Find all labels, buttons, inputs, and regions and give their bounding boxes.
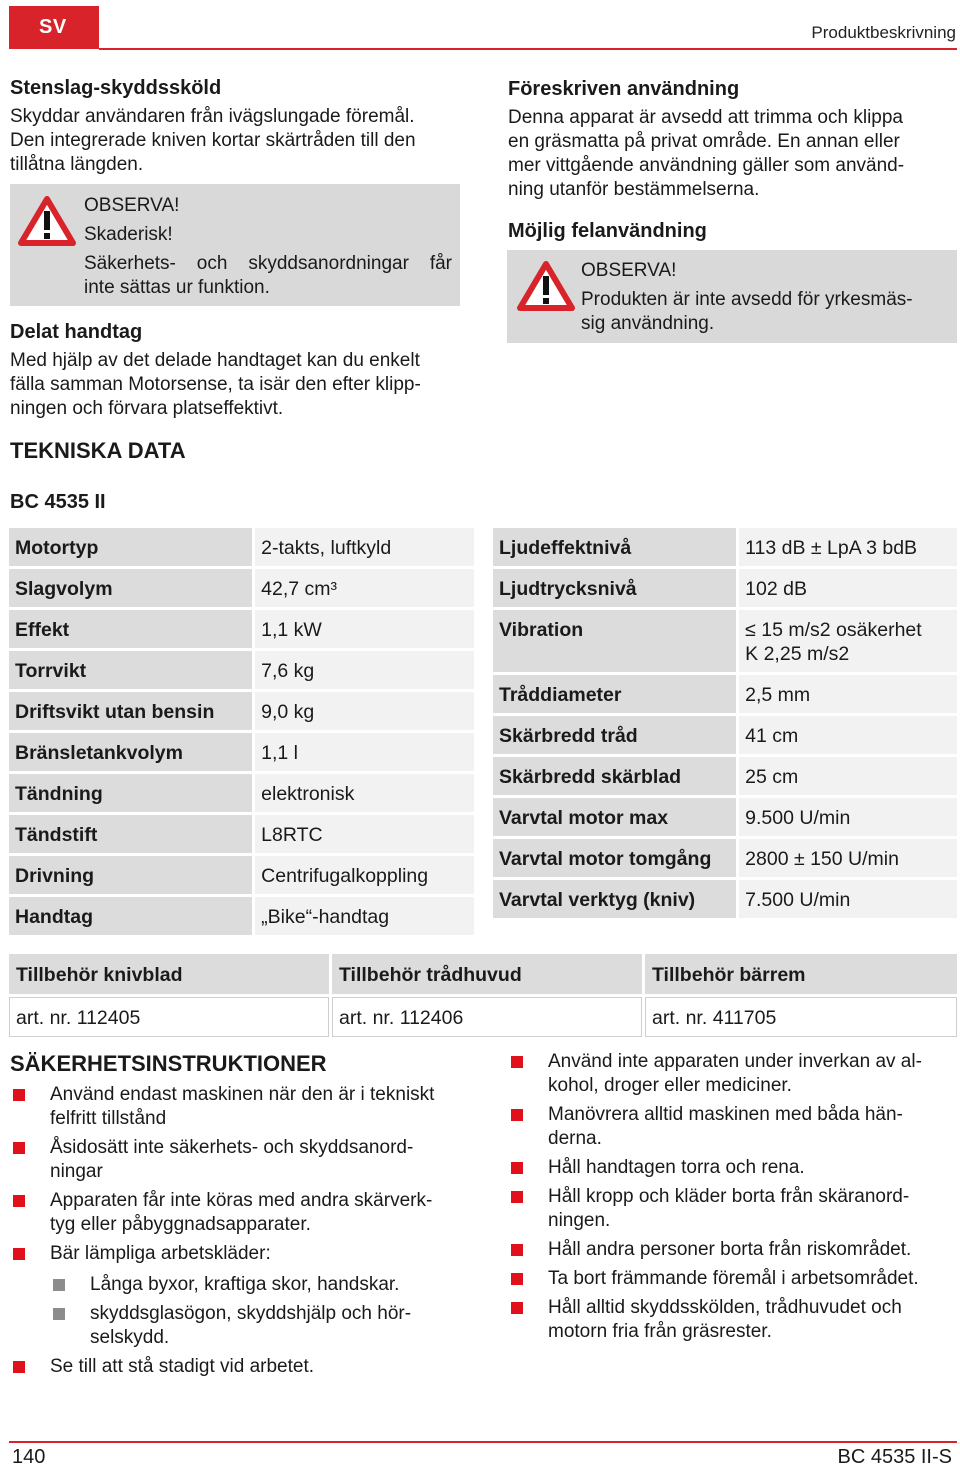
list-item: [10, 1189, 462, 1237]
intended-use-line: ning utanför bestämmelserna.: [508, 179, 760, 200]
table-row: [493, 757, 957, 795]
notice-subtitle: Skaderisk!: [84, 224, 173, 245]
table-row: [493, 610, 957, 672]
stone-guard-text: [10, 105, 462, 177]
list-item-line: derna.: [548, 1128, 602, 1149]
table-row: [493, 880, 957, 918]
spec-label: Ljudtrycksnivå: [493, 569, 736, 607]
spec-label: Varvtal motor max: [493, 798, 736, 836]
bullet-square-icon: [511, 1302, 523, 1314]
bullet-square-icon: [511, 1273, 523, 1285]
model-heading: BC 4535 II: [10, 491, 106, 513]
spec-value: 1,1 l: [255, 733, 474, 771]
split-handle-heading: Delat handtag: [10, 321, 143, 343]
safety-list-right: [508, 1050, 958, 1349]
intended-use-line: Denna apparat är avsedd att trimma och klippa: [508, 107, 903, 128]
list-item: [508, 1267, 958, 1291]
accessory-article: art. nr. 112405: [9, 997, 329, 1037]
spec-label: Effekt: [9, 610, 252, 648]
warning-triangle-icon: [18, 196, 76, 246]
notice-line: inte sättas ur funktion.: [84, 277, 270, 298]
table-row: [9, 569, 474, 607]
notice-line: Produkten är inte avsedd för yrkesmäs-: [581, 289, 913, 310]
table-row: [493, 716, 957, 754]
bullet-square-icon: [13, 1195, 25, 1207]
spec-value: 25 cm: [739, 757, 957, 795]
spec-value: [739, 610, 957, 672]
spec-value: 9,0 kg: [255, 692, 474, 730]
intended-use-line: mer vittgående användning gäller som använd-: [508, 155, 905, 176]
spec-value-line: K 2,25 m/s2: [745, 643, 850, 665]
warning-triangle-icon: [517, 261, 575, 311]
spec-value-line: ≤ 15 m/s2 osäkerhet: [745, 619, 922, 641]
notice-title: OBSERVA!: [84, 195, 180, 216]
section-title: Produktbeskrivning: [811, 23, 956, 42]
list-item-line: skyddsglasögon, skyddshjälp och hör-: [90, 1303, 412, 1324]
list-item-line: ningen.: [548, 1210, 611, 1231]
page-number: 140: [12, 1446, 46, 1468]
notice-box-injury: [10, 184, 460, 306]
spec-value: L8RTC: [255, 815, 474, 853]
spec-value: 7.500 U/min: [739, 880, 957, 918]
table-row: [9, 651, 474, 689]
list-item-line: Åsidosätt inte säkerhets- och skyddsanord-: [50, 1137, 414, 1158]
intended-use-line: en gräsmatta på privat område. En annan eller: [508, 131, 900, 152]
bullet-square-icon: [511, 1244, 523, 1256]
spec-label: Skärbredd tråd: [493, 716, 736, 754]
list-item: [10, 1355, 462, 1379]
spec-label: Ljudeffektnivå: [493, 528, 736, 566]
spec-value: 2800 ± 150 U/min: [739, 839, 957, 877]
list-item-line: Ta bort främmande föremål i arbetsområdet.: [548, 1268, 919, 1289]
bullet-square-icon: [53, 1308, 65, 1320]
bullet-square-icon: [13, 1361, 25, 1373]
bullet-square-icon: [13, 1248, 25, 1260]
spec-table-right: [490, 525, 960, 921]
split-handle-line: Med hjälp av det delade handtaget kan du enkelt: [10, 350, 420, 371]
list-item-line: Håll alltid skyddsskölden, trådhuvudet och: [548, 1297, 902, 1318]
spec-table-left: [6, 525, 477, 938]
intended-use-text: [508, 106, 958, 202]
spec-label: Tändstift: [9, 815, 252, 853]
header-rule: [99, 48, 957, 50]
spec-value: Centrifugalkoppling: [255, 856, 474, 894]
list-item-line: Håll handtagen torra och rena.: [548, 1157, 805, 1178]
stone-guard-heading: Stenslag-skyddssköld: [10, 77, 222, 99]
table-header-row: [9, 954, 957, 994]
accessory-article: art. nr. 411705: [645, 997, 957, 1037]
spec-label: Torrvikt: [9, 651, 252, 689]
table-row: [493, 675, 957, 713]
stone-guard-line: Den integrerade kniven kortar skärtråden till den: [10, 130, 416, 151]
list-item-line: ningar: [50, 1161, 103, 1182]
spec-label: Motortyp: [9, 528, 252, 566]
spec-value: 7,6 kg: [255, 651, 474, 689]
spec-label: Drivning: [9, 856, 252, 894]
safety-heading: SÄKERHETSINSTRUKTIONER: [10, 1051, 327, 1076]
table-row: [9, 774, 474, 812]
table-row: [493, 569, 957, 607]
spec-value: 1,1 kW: [255, 610, 474, 648]
list-item-line: Apparaten får inte köras med andra skärverk-: [50, 1190, 433, 1211]
accessory-header: Tillbehör knivblad: [9, 954, 329, 994]
list-item: [10, 1083, 462, 1131]
list-item-line: Bär lämpliga arbetskläder:: [50, 1243, 271, 1264]
stone-guard-line: Skyddar användaren från ivägslungade föremål.: [10, 106, 415, 127]
bullet-square-icon: [53, 1279, 65, 1291]
table-row: [493, 798, 957, 836]
list-item-line: Håll kropp och kläder borta från skäranord-: [548, 1186, 910, 1207]
split-handle-text: [10, 349, 462, 421]
bullet-square-icon: [511, 1162, 523, 1174]
list-item-line: tyg eller påbyggnadsapparater.: [50, 1214, 311, 1235]
bullet-square-icon: [511, 1191, 523, 1203]
notice-line: sig användning.: [581, 313, 715, 334]
notice-line: Säkerhets- och skyddsanordningar får: [84, 253, 452, 274]
spec-label: Varvtal verktyg (kniv): [493, 880, 736, 918]
accessory-header: Tillbehör trådhuvud: [332, 954, 642, 994]
spec-label: Tändning: [9, 774, 252, 812]
safety-list-left: [10, 1083, 462, 1384]
footer-model: BC 4535 II-S: [837, 1446, 952, 1468]
list-item-line: Håll andra personer borta från riskområdet.: [548, 1239, 912, 1260]
language-badge: SV: [9, 6, 99, 49]
notice-title: OBSERVA!: [581, 260, 677, 281]
table-row: [9, 528, 474, 566]
table-row: [9, 692, 474, 730]
list-item-line: Se till att stå stadigt vid arbetet.: [50, 1356, 315, 1377]
list-item: [10, 1242, 462, 1266]
notice-box-professional: [507, 250, 957, 343]
list-item-line: Använd endast maskinen när den är i tekniskt: [50, 1084, 435, 1105]
table-row: [9, 610, 474, 648]
sub-list-item: [10, 1273, 462, 1297]
spec-value: „Bike“-handtag: [255, 897, 474, 935]
bullet-square-icon: [511, 1109, 523, 1121]
spec-label: Slagvolym: [9, 569, 252, 607]
spec-label: Vibration: [493, 610, 736, 672]
list-item-line: selskydd.: [90, 1327, 170, 1348]
list-item-line: motorn fria från gräsrester.: [548, 1321, 772, 1342]
spec-value: 42,7 cm³: [255, 569, 474, 607]
list-item: [508, 1156, 958, 1180]
list-item: [508, 1185, 958, 1233]
split-handle-line: ningen och förvara platseffektivt.: [10, 398, 284, 419]
table-row: [493, 528, 957, 566]
bullet-square-icon: [13, 1142, 25, 1154]
accessory-article: art. nr. 112406: [332, 997, 642, 1037]
list-item: [508, 1296, 958, 1344]
split-handle-line: fälla samman Motorsense, ta isär den efter klipp-: [10, 374, 421, 395]
spec-value: elektronisk: [255, 774, 474, 812]
spec-value: 102 dB: [739, 569, 957, 607]
spec-value: 2-takts, luftkyld: [255, 528, 474, 566]
spec-label: Tråddiameter: [493, 675, 736, 713]
table-row: [9, 856, 474, 894]
list-item: [508, 1050, 958, 1098]
spec-label: Varvtal motor tomgång: [493, 839, 736, 877]
list-item-line: Manövrera alltid maskinen med båda hän-: [548, 1104, 903, 1125]
intended-use-heading: Föreskriven användning: [508, 78, 740, 100]
spec-value: 113 dB ± LpA 3 bdB: [739, 528, 957, 566]
footer-rule: [9, 1441, 957, 1443]
spec-label: Handtag: [9, 897, 252, 935]
bullet-square-icon: [511, 1056, 523, 1068]
list-item-line: Långa byxor, kraftiga skor, handskar.: [90, 1274, 400, 1295]
list-item-line: Använd inte apparaten under inverkan av al-: [548, 1051, 922, 1072]
spec-value: 41 cm: [739, 716, 957, 754]
tech-data-heading: TEKNISKA DATA: [10, 438, 186, 463]
table-row: [9, 997, 957, 1037]
bullet-square-icon: [13, 1089, 25, 1101]
accessory-header: Tillbehör bärrem: [645, 954, 957, 994]
list-item: [508, 1103, 958, 1151]
spec-value: 9.500 U/min: [739, 798, 957, 836]
spec-label: Skärbredd skärblad: [493, 757, 736, 795]
spec-value: 2,5 mm: [739, 675, 957, 713]
list-item: [10, 1136, 462, 1184]
sub-list-item: [10, 1302, 462, 1350]
table-row: [9, 897, 474, 935]
accessories-table: [6, 951, 960, 1040]
spec-label: Driftsvikt utan bensin: [9, 692, 252, 730]
misuse-heading: Möjlig felanvändning: [508, 220, 707, 242]
list-item-line: kohol, droger eller mediciner.: [548, 1075, 792, 1096]
table-row: [493, 839, 957, 877]
list-item: [508, 1238, 958, 1262]
list-item-line: felfritt tillstånd: [50, 1108, 167, 1129]
spec-label: Bränsletankvolym: [9, 733, 252, 771]
table-row: [9, 733, 474, 771]
table-row: [9, 815, 474, 853]
stone-guard-line: tillåtna längden.: [10, 154, 144, 175]
